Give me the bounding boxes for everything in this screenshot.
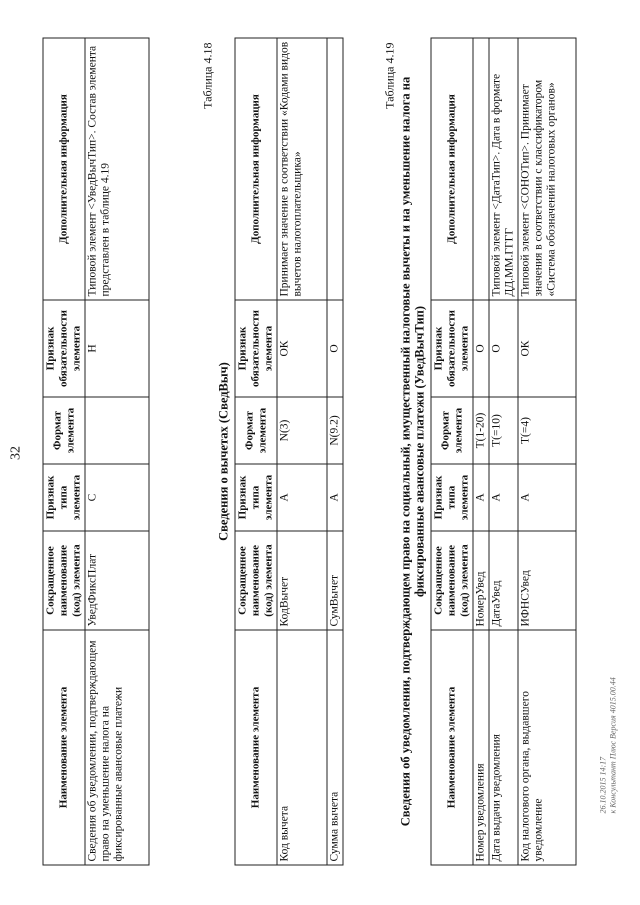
header-format: Формат элемента (431, 397, 473, 464)
cell-type: А (489, 464, 518, 531)
header-format: Формат элемента (43, 397, 85, 464)
page-number: 32 (8, 445, 23, 460)
cell-name: Код вычета (277, 630, 327, 865)
header-type: Признак типа элемента (235, 464, 277, 531)
cell-type: А (518, 464, 576, 531)
table-row (473, 38, 489, 865)
header-info: Дополнительная информация (235, 38, 277, 300)
table-header-row (431, 38, 473, 865)
cell-name: Номер уведомления (473, 630, 489, 865)
header-code: Сокращенное наименование (код) элемента (235, 531, 277, 630)
cell-format: T(=10) (489, 397, 518, 464)
cell-format: N(3) (277, 397, 327, 464)
table-4-18-title: Сведения о вычетах (СведВыч) (216, 361, 230, 541)
print-stamp (598, 677, 618, 813)
header-code: Сокращенное наименование (код) элемента (431, 531, 473, 630)
table-row (277, 38, 327, 865)
cell-type: А (277, 464, 327, 531)
table-row (489, 38, 518, 865)
cell-format (85, 397, 149, 464)
stamp-line-2: к Консультант Плюс Версия 4015.00.44 (608, 676, 617, 813)
table-header-row (235, 38, 277, 865)
header-required: Признак обязательности элемента (43, 300, 85, 397)
header-format: Формат элемента (235, 397, 277, 464)
cell-name: Сведения об уведомлении, подтверждающем право на уменьшение налога на фиксированные авансовые платежи (85, 630, 149, 865)
cell-info: Принимает значение в соответствии «Кодами видов вычетов налогоплательщика» (277, 38, 327, 300)
stamp-line-1: 26.10.2015 14:17 (598, 756, 607, 813)
header-name: Наименование элемента (431, 630, 473, 865)
cell-type: С (85, 464, 149, 531)
cell-code: УведФиксПлат (85, 531, 149, 630)
cell-code: КодВычет (277, 531, 327, 630)
cell-name: Код налогового органа, выдавшего уведомление (518, 630, 576, 865)
table-4-19-title: Сведения об уведомлении, подтверждающем право на социальный, имущественный налоговые вычеты и на уменьшение налога на фиксированные авансовые платежи (УведВычТип) (398, 76, 426, 826)
header-info: Дополнительная информация (43, 38, 85, 300)
cell-type: А (327, 464, 343, 531)
table-4-17-continuation (42, 37, 149, 865)
header-required: Признак обязательности элемента (235, 300, 277, 397)
cell-info: Типовой элемент <СОНОТип>. Принимает значения в соответствии с классификатором «Система обозначений налоговых органов» (518, 38, 576, 300)
header-code: Сокращенное наименование (код) элемента (43, 531, 85, 630)
cell-required: Н (85, 300, 149, 397)
cell-name: Сумма вычета (327, 630, 343, 865)
table-4-18-caption: Таблица 4.18 (200, 42, 214, 109)
table-row (85, 38, 149, 865)
cell-code: НомерУвед (473, 531, 489, 630)
header-info: Дополнительная информация (431, 38, 473, 300)
cell-required: О (473, 300, 489, 397)
header-required: Признак обязательности элемента (431, 300, 473, 397)
cell-info (473, 38, 489, 300)
header-type: Признак типа элемента (431, 464, 473, 531)
cell-name: Дата выдачи уведомления (489, 630, 518, 865)
header-type: Признак типа элемента (43, 464, 85, 531)
cell-required: ОК (277, 300, 327, 397)
table-row (327, 38, 343, 865)
cell-type: А (473, 464, 489, 531)
cell-required: О (489, 300, 518, 397)
cell-info: Типовой элемент <ДатаТип>. Дата в формате ДД.ММ.ГГГГ (489, 38, 518, 300)
table-4-19 (430, 37, 576, 865)
cell-info: Типовой элемент <УведВычТип>. Состав элемента представлен в таблице 4.19 (85, 38, 149, 300)
table-4-18 (234, 37, 343, 865)
header-name: Наименование элемента (43, 630, 85, 865)
table-row (518, 38, 576, 865)
header-name: Наименование элемента (235, 630, 277, 865)
cell-code: СумВычет (327, 531, 343, 630)
cell-format: T(=4) (518, 397, 576, 464)
table-header-row (43, 38, 85, 865)
cell-format: N(9.2) (327, 397, 343, 464)
table-4-19-caption: Таблица 4.19 (382, 42, 396, 109)
cell-required: О (327, 300, 343, 397)
cell-format: T(1-20) (473, 397, 489, 464)
cell-info (327, 38, 343, 300)
cell-code: ДатаУвед (489, 531, 518, 630)
cell-required: ОК (518, 300, 576, 397)
cell-code: ИФНСУвед (518, 531, 576, 630)
